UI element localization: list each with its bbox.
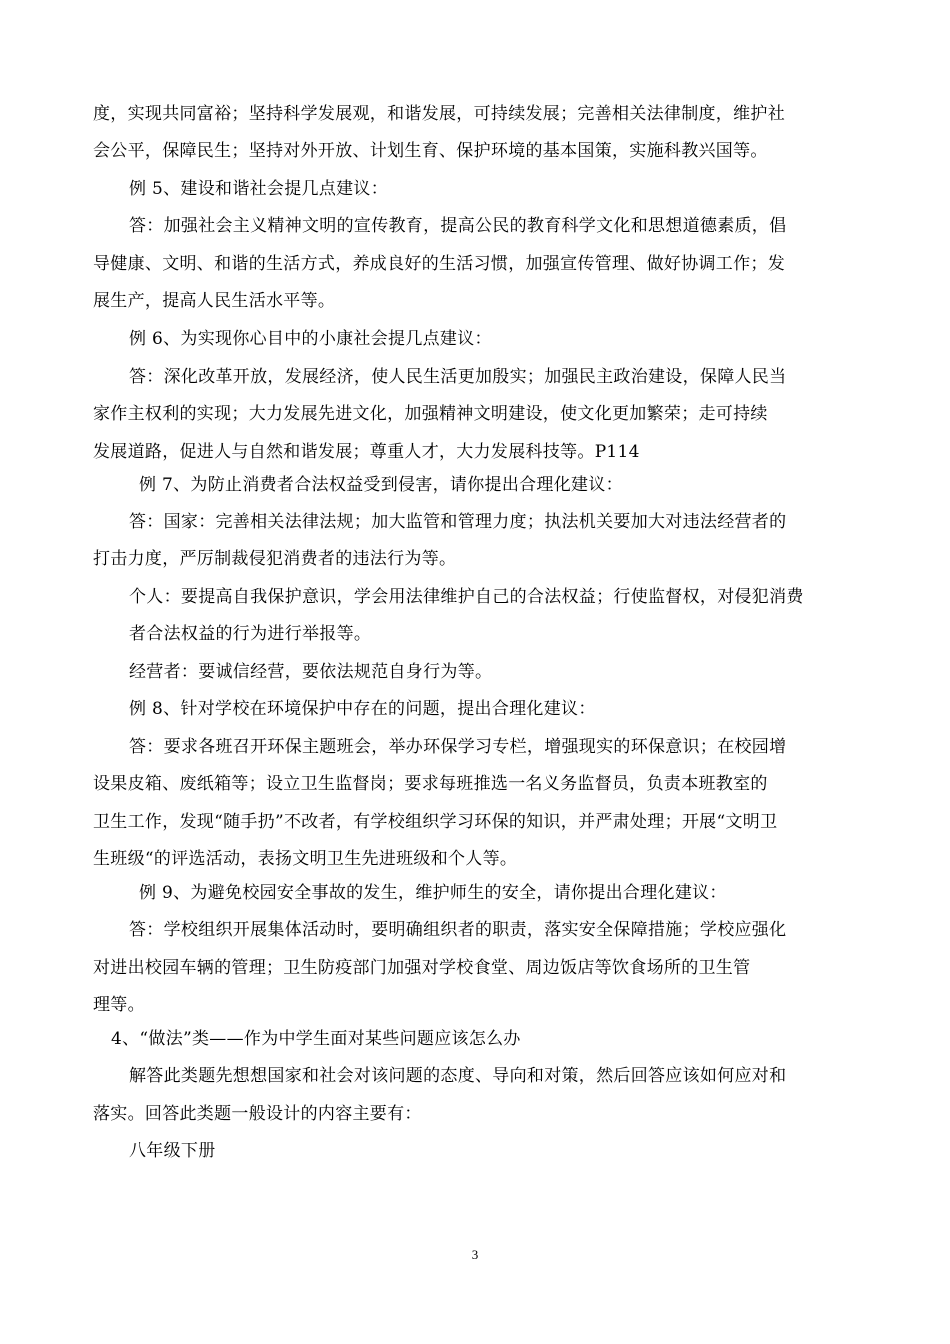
text-line: 八年级下册	[129, 1141, 216, 1161]
text-line: 会公平，保障民生；坚持对外开放、计划生育、保护环境的基本国策，实施科教兴国等。	[93, 141, 768, 161]
text-line: 答：要求各班召开环保主题班会，举办环保学习专栏，增强现实的环保意识；在校园增	[129, 737, 787, 757]
text-line: 导健康、文明、和谐的生活方式，养成良好的生活习惯，加强宣传管理、做好协调工作；发	[93, 254, 785, 274]
text-line: 卫生工作，发现“随手扔”不改者，有学校组织学习环保的知识，并严肃处理；开展“文明卫	[93, 812, 778, 832]
text-line: 答：深化改革开放，发展经济，使人民生活更加殷实；加强民主政治建设，保障人民当	[129, 367, 787, 387]
text-line: 展生产，提高人民生活水平等。	[93, 291, 336, 311]
text-line: 生班级“的评选活动，表扬文明卫生先进班级和个人等。	[93, 849, 518, 869]
text-line: 对进出校园车辆的管理；卫生防疫部门加强对学校食堂、周边饭店等饮食场所的卫生管	[93, 958, 751, 978]
text-line: 答：学校组织开展集体活动时，要明确组织者的职责，落实安全保障措施；学校应强化	[129, 920, 787, 940]
text-line: 落实。回答此类题一般设计的内容主要有：	[93, 1104, 422, 1124]
text-line: 发展道路，促进人与自然和谐发展；尊重人才，大力发展科技等。P114	[93, 442, 640, 462]
text-line: 设果皮箱、废纸箱等；设立卫生监督岗；要求每班推选一名义务监督员，负责本班教室的	[93, 774, 768, 794]
example-heading: 例 7、为防止消费者合法权益受到侵害，请你提出合理化建议：	[139, 475, 623, 495]
example-heading: 例 9、为避免校园安全事故的发生，维护师生的安全，请你提出合理化建议：	[139, 883, 727, 903]
text-line: 个人：要提高自我保护意识，学会用法律维护自己的合法权益；行使监督权，对侵犯消费	[129, 587, 804, 607]
text-line: 答：加强社会主义精神文明的宣传教育，提高公民的教育科学文化和思想道德素质，倡	[129, 216, 787, 236]
text-line: 家作主权利的实现；大力发展先进文化，加强精神文明建设，使文化更加繁荣；走可持续	[93, 404, 768, 424]
page-number: 3	[471, 1247, 479, 1262]
text-line: 度，实现共同富裕；坚持科学发展观，和谐发展，可持续发展；完善相关法律制度，维护社	[93, 104, 785, 124]
text-line: 打击力度，严厉制裁侵犯消费者的违法行为等。	[93, 549, 457, 569]
example-heading: 例 8、针对学校在环境保护中存在的问题，提出合理化建议：	[129, 699, 596, 719]
example-heading: 例 5、建设和谐社会提几点建议：	[129, 179, 389, 199]
text-line: 答：国家：完善相关法律法规；加大监管和管理力度；执法机关要加大对违法经营者的	[129, 512, 787, 532]
text-line: 者合法权益的行为进行举报等。	[129, 624, 372, 644]
section-heading: 4、“做法”类——作为中学生面对某些问题应该怎么办	[111, 1029, 521, 1049]
text-line: 经营者：要诚信经营，要依法规范自身行为等。	[129, 662, 493, 682]
text-line: 理等。	[93, 995, 145, 1015]
example-heading: 例 6、为实现你心目中的小康社会提几点建议：	[129, 329, 492, 349]
text-line: 解答此类题先想想国家和社会对该问题的态度、导向和对策，然后回答应该如何应对和	[129, 1066, 787, 1086]
